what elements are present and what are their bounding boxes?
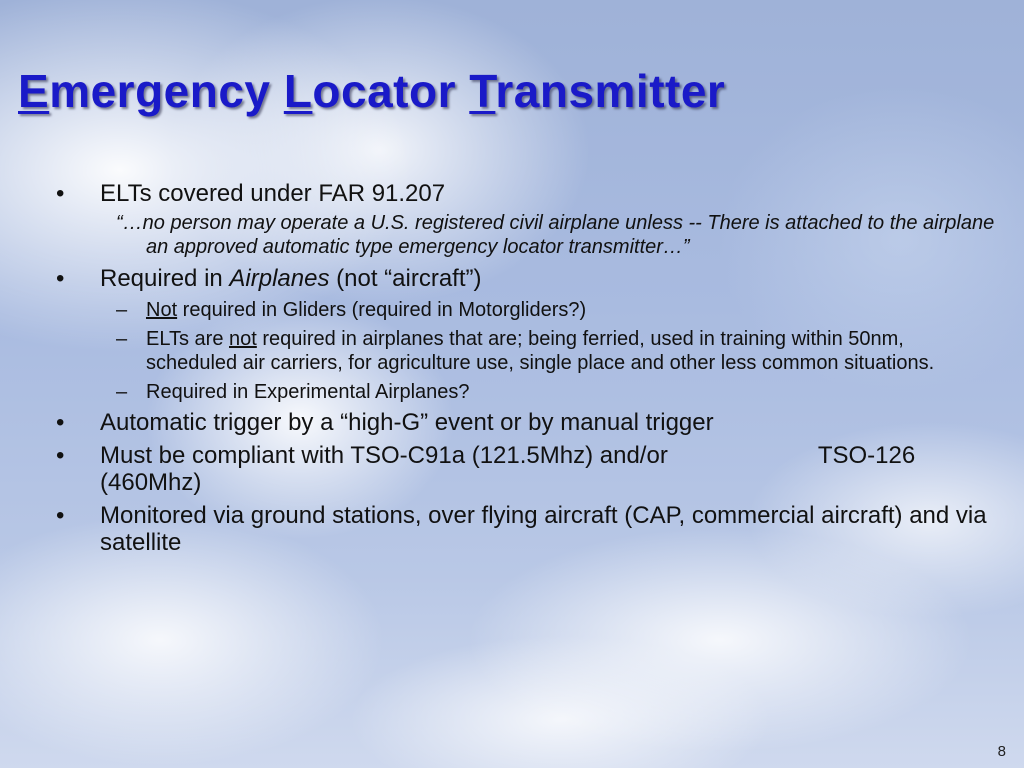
bullet-far <box>56 180 996 207</box>
bullet-tso-text-b: TSO-126 (460Mhz) <box>100 442 916 496</box>
sub-bullet-dash-icon: – <box>116 299 128 321</box>
bullet-dot-icon: • <box>56 442 65 469</box>
sub-bullet-exemptions-text: required in airplanes that are; being ferried, used in training within 50nm, scheduled air carriers, for agriculture use, single place and other less common situations. <box>146 328 935 374</box>
page-number: 8 <box>997 743 1006 760</box>
sub-bullet-dash-icon: – <box>116 381 128 403</box>
title-initial-t: T <box>469 65 496 117</box>
sub-bullet-experimental <box>56 380 996 404</box>
sub-bullet-gliders <box>56 298 996 322</box>
title-word-locator: ocator <box>312 65 457 117</box>
bullet-dot-icon: • <box>56 265 65 292</box>
title-initial-l: L <box>283 65 313 117</box>
bullet-airplanes-pre: Required in <box>100 265 230 292</box>
slide-title <box>18 64 1018 118</box>
bullet-airplanes-emphasis: Airplanes <box>229 265 330 292</box>
title-word-transmitter: ransmitter <box>495 65 726 117</box>
bullet-tso-text-a: Must be compliant with TSO-C91a (121.5Mhz) and/or <box>100 442 668 469</box>
sub-bullet-dash-icon: – <box>116 328 128 350</box>
bullet-tso <box>56 442 996 496</box>
bullet-airplanes-post: (not “aircraft”) <box>329 265 482 292</box>
bullet-airplanes <box>56 265 996 292</box>
sub-bullet-experimental-text: Required in Experimental Airplanes? <box>146 381 470 403</box>
sub-bullet-exemptions-pre: ELTs are <box>146 328 229 350</box>
bullet-monitoring-text: Monitored via ground stations, over flying aircraft (CAP, commercial aircraft) and via satellite <box>100 502 987 556</box>
title-word-emergency: mergency <box>49 65 271 117</box>
bullet-dot-icon: • <box>56 502 65 529</box>
title-initial-e: E <box>18 65 50 117</box>
sub-bullet-gliders-text: required in Gliders (required in Motorgliders?) <box>177 299 587 321</box>
bullet-monitoring <box>56 502 996 556</box>
sub-bullet-gliders-not: Not <box>146 299 178 321</box>
far-quote: “…no person may operate a U.S. registered civil airplane unless -- There is attached to the airplane an approved automatic type emergency locator transmitter…” <box>116 212 995 258</box>
sub-bullet-exemptions-not: not <box>229 328 257 350</box>
bullet-dot-icon: • <box>56 180 65 207</box>
sub-bullet-exemptions <box>56 327 996 375</box>
bullet-trigger <box>56 409 996 436</box>
bullet-trigger-text: Automatic trigger by a “high-G” event or by manual trigger <box>100 409 714 436</box>
slide-body <box>56 180 996 562</box>
bullet-far-text: ELTs covered under FAR 91.207 <box>100 180 446 207</box>
bullet-dot-icon: • <box>56 409 65 436</box>
